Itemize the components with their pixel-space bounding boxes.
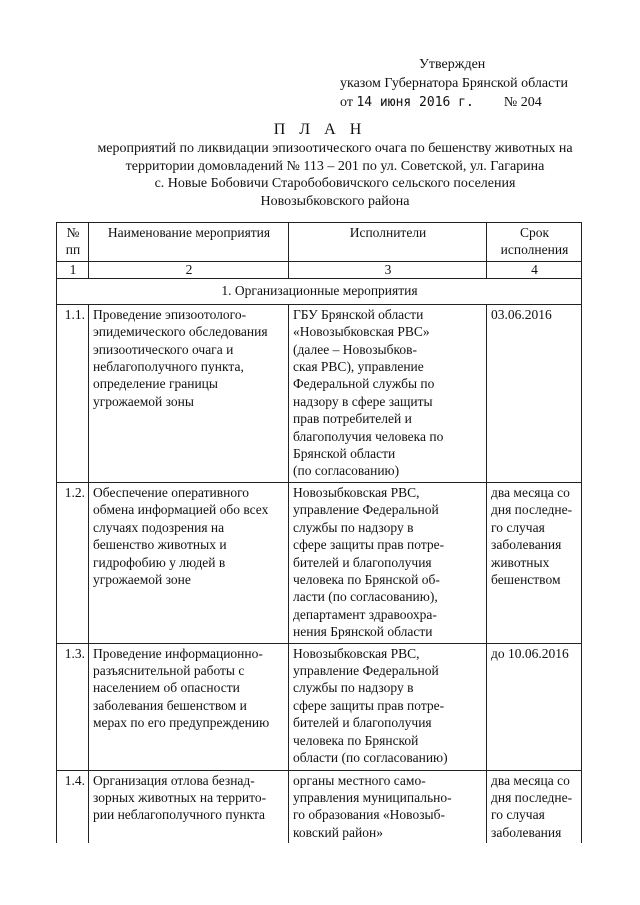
cell-line: органы местного само- xyxy=(293,772,426,788)
header-term-line: Срок xyxy=(519,225,550,240)
table-row xyxy=(57,770,582,843)
table-row xyxy=(57,304,582,482)
cell-line: управление Федеральной xyxy=(293,662,439,678)
cell-line: угрожаемой зоны xyxy=(93,393,194,409)
cell-line: Новозыбковская РВС, xyxy=(293,645,420,661)
subtitle-line: мероприятий по ликвидации эпизоотического очага по бешенству животных на xyxy=(97,141,573,156)
row-measure xyxy=(89,482,289,643)
cell-line: заболевания xyxy=(491,537,562,553)
cell-line: го случая xyxy=(491,519,545,535)
subtitle-line: с. Новые Бобовичи Старобобовичского сельского поселения xyxy=(154,176,516,191)
row-executors xyxy=(289,482,487,643)
row-executors xyxy=(289,770,487,843)
row-measure xyxy=(89,770,289,843)
cell-line: (далее – Новозыбков- xyxy=(293,341,417,357)
cell-line: мерах по его предупреждению xyxy=(93,715,270,731)
document-title: П Л А Н xyxy=(273,121,367,138)
cell-line: го образования «Новозыб- xyxy=(293,807,445,823)
cell-line: разъяснительной работы с xyxy=(93,662,245,678)
cell-line: департамент здравоохра- xyxy=(293,606,437,622)
cell-line: «Новозыбковская РВС» xyxy=(293,324,430,340)
cell-line: неблагополучного пункта, xyxy=(93,359,244,375)
header-name: Наименование мероприятия xyxy=(89,223,289,262)
cell-line: (по согласованию) xyxy=(293,463,400,479)
cell-line: Обеспечение оперативного xyxy=(93,484,250,500)
header-num-line: пп xyxy=(65,242,81,258)
approval-prefix: от xyxy=(340,95,353,110)
cell-line: случаях подозрения на xyxy=(93,519,225,535)
cell-line: 03.06.2016 xyxy=(491,306,552,322)
cell-line: зорных животных на террито- xyxy=(93,789,267,805)
table-header-row xyxy=(57,223,582,262)
column-index-row xyxy=(57,261,582,278)
cell-line: дня последне- xyxy=(491,789,573,805)
section-row xyxy=(57,278,582,304)
cell-line: Проведение эпизоотолого- xyxy=(93,306,247,322)
cell-line: два месяца со xyxy=(491,772,570,788)
header-num-line: № xyxy=(66,225,80,240)
column-index: 1 xyxy=(57,261,89,278)
column-index: 4 xyxy=(487,261,582,278)
cell-line: угрожаемой зоне xyxy=(93,571,191,587)
cell-line: заболевания бешенством и xyxy=(93,697,247,713)
cell-line: человека по Брянской об- xyxy=(293,571,440,587)
column-index: 3 xyxy=(289,261,487,278)
cell-line: гидрофобию у людей в xyxy=(93,554,226,570)
row-measure xyxy=(89,643,289,770)
cell-line: до 10.06.2016 xyxy=(491,645,569,661)
row-number: 1.4. xyxy=(57,770,89,843)
cell-line: управления муниципально- xyxy=(293,789,452,805)
row-executors xyxy=(289,643,487,770)
row-term xyxy=(487,304,582,482)
cell-line: Федеральной службы по xyxy=(293,376,435,392)
table-row xyxy=(57,482,582,643)
cell-line: Новозыбковская РВС, xyxy=(293,484,420,500)
approval-decree: указом Губернатора Брянской области xyxy=(340,76,568,91)
cell-line: бителей и благополучия xyxy=(293,554,432,570)
cell-line: прав потребителей и xyxy=(293,411,412,427)
cell-line: обмена информацией обо всех xyxy=(93,502,269,518)
cell-line: населением об опасности xyxy=(93,680,240,696)
cell-line: области (по согласованию) xyxy=(293,749,448,765)
cell-line: бешенство животных и xyxy=(93,537,227,553)
row-number: 1.3. xyxy=(57,643,89,770)
approval-number: № 204 xyxy=(503,95,542,110)
cell-line: заболевания xyxy=(491,824,562,840)
row-term xyxy=(487,643,582,770)
cell-line: два месяца со xyxy=(491,484,570,500)
header-term-line: исполнения xyxy=(500,242,569,258)
cell-line: Проведение информационно- xyxy=(93,645,263,661)
cell-line: ГБУ Брянской области xyxy=(293,306,424,322)
subtitle-line: территории домовладений № 113 – 201 по ул. Советской, ул. Гагарина xyxy=(125,158,545,174)
header-term xyxy=(487,223,582,262)
cell-line: ласти (по согласованию), xyxy=(293,589,438,605)
cell-line: Организация отлова безнад- xyxy=(93,772,255,788)
cell-line: службы по надзору в xyxy=(293,519,414,535)
cell-line: человека по Брянской xyxy=(293,732,419,748)
approval-title: Утвержден xyxy=(419,57,486,72)
measures-table xyxy=(56,222,582,843)
cell-line: надзору в сфере защиты xyxy=(293,393,433,409)
row-term xyxy=(487,482,582,643)
row-executors xyxy=(289,304,487,482)
cell-line: бителей и благополучия xyxy=(293,715,432,731)
cell-line: ковский район» xyxy=(293,824,383,840)
cell-line: сфере защиты прав потре- xyxy=(293,537,445,553)
approval-date: 14 июня 2016 г. xyxy=(356,95,474,110)
cell-line: службы по надзору в xyxy=(293,680,414,696)
cell-line: го случая xyxy=(491,807,545,823)
column-index: 2 xyxy=(89,261,289,278)
table-row xyxy=(57,643,582,770)
approval-date-line xyxy=(340,93,568,112)
cell-line: сфере защиты прав потре- xyxy=(293,697,445,713)
cell-line: Брянской области xyxy=(293,446,396,462)
cell-line: нения Брянской области xyxy=(293,624,433,640)
row-number: 1.2. xyxy=(57,482,89,643)
cell-line: рии неблагополучного пункта xyxy=(93,807,266,823)
cell-line: управление Федеральной xyxy=(293,502,439,518)
cell-line: эпизоотического очага и xyxy=(93,341,234,357)
cell-line: дня последне- xyxy=(491,502,573,518)
cell-line: животных xyxy=(491,554,550,570)
row-measure xyxy=(89,304,289,482)
row-number: 1.1. xyxy=(57,304,89,482)
cell-line: благополучия человека по xyxy=(293,428,444,444)
row-term xyxy=(487,770,582,843)
cell-line: бешенством xyxy=(491,571,561,587)
cell-line: определение границы xyxy=(93,376,218,392)
subtitle-line: Новозыбковского района xyxy=(260,193,410,209)
cell-line: эпидемического обследования xyxy=(93,324,268,340)
header-num xyxy=(57,223,89,262)
section-title: 1. Организационные мероприятия xyxy=(57,278,582,304)
header-executors: Исполнители xyxy=(289,223,487,262)
approval-block xyxy=(340,55,568,112)
document-subtitle xyxy=(40,140,630,210)
cell-line: ская РВС), управление xyxy=(293,359,424,375)
